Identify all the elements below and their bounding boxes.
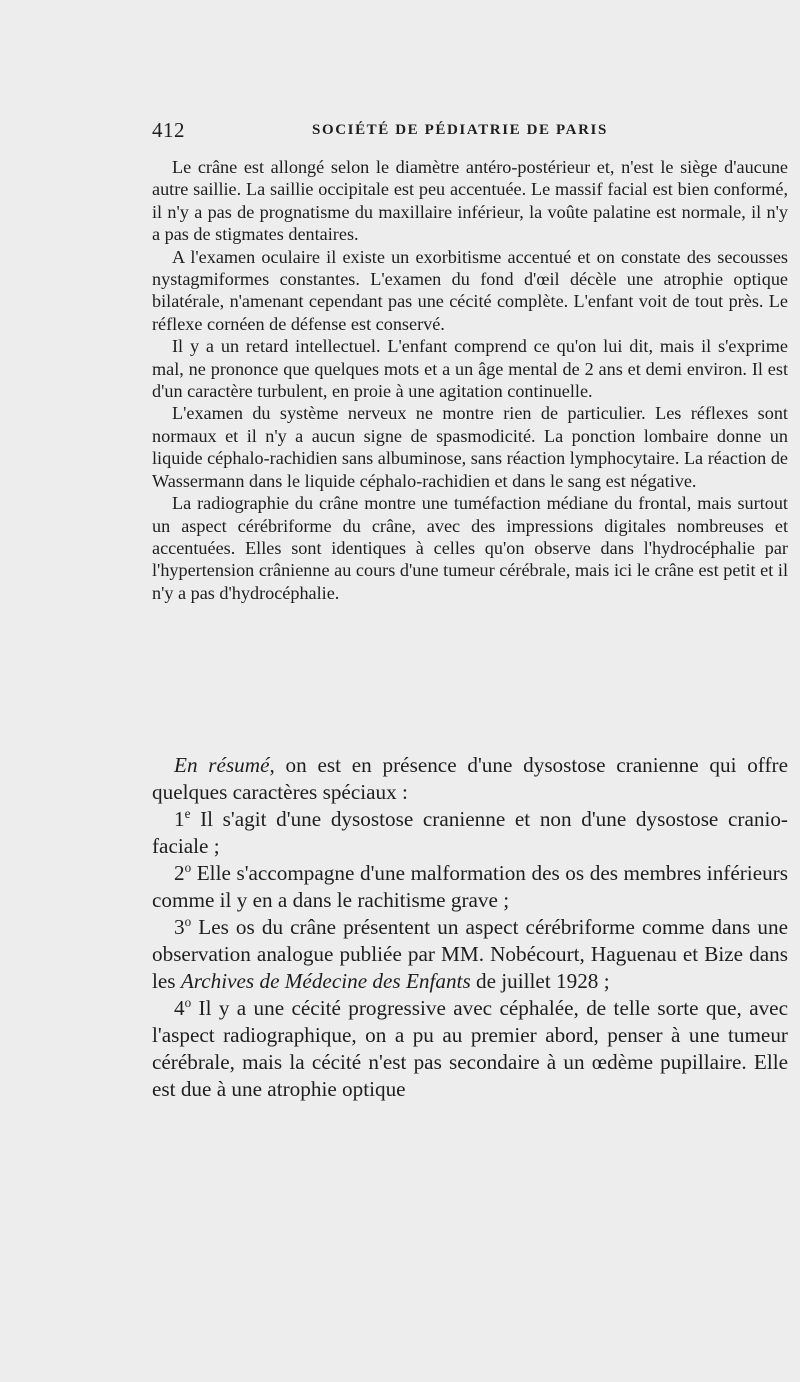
page-header [152,118,788,146]
paragraph-radiography: La radiographie du crâne montre une tuméfaction médiane du frontal, mais surtout un aspect cérébriforme du crâne, avec des impressions digitales nombreuses et accentuées. Elles sont identiques à celles qu'on observe dans l'hydrocéphalie par l'hypertension crânienne au cours d'une tumeur cérébrale, mais ici le crâne est petit et il n'y a pas d'hydrocéphalie. [152,493,788,603]
summary-item-1: 1e Il s'agit d'une dysostose cranienne et non d'une dysostose cranio-faciale ; [152,805,788,858]
paragraph-skull: Le crâne est allongé selon le diamètre antéro-postérieur et, n'est le siège d'aucune autre saillie. La saillie occipitale est peu accentuée. Le massif facial est bien conformé, il n'y a pas de prognatisme du maxillaire inférieur, la voûte palatine est normale, il n'y a pas de stigmates dentaires. [152,157,788,245]
paragraph-nervous-system: L'examen du système nerveux ne montre rien de particulier. Les réflexes sont normaux et il n'y a aucun signe de spasmodicité. La ponction lombaire donne un liquide céphalo-rachidien sans albuminose, sans réaction lymphocytaire. La réaction de Wassermann dans le liquide céphalo-rachidien et dans le sang est négative. [152,403,788,491]
summary-item-4: 4$^o$ Il y a une cécité progressive avec céphalée, de telle sorte que, avec l'aspect radiographique, on a pu au premier abord, penser à une tumeur cérébrale, mais la cécité n'est pas secondaire à un œdème pupillaire. Elle est due à une atrophie optique [152,994,788,1101]
summary-intro: En résumé, on est en présence d'une dysostose cranienne qui offre quelques caractères spéciaux : [152,753,788,804]
paragraph-intellect: Il y a un retard intellectuel. L'enfant comprend ce qu'on lui dit, mais il s'exprime mal, ne prononce que quelques mots et a un âge mental de 2 ans et demi environ. Il est d'un caractère turbulent, en proie à une agitation continuelle. [152,336,788,402]
paragraph-ocular-exam: A l'examen oculaire il existe un exorbitisme accentué et on constate des secousses nystagmiformes constantes. L'examen du fond d'œil décèle une atrophie optique bilatérale, n'amenant cependant pas une cécité complète. L'enfant voit de tout près. Le réflexe cornéen de défense est conservé. [152,246,788,334]
page-number: 412 [152,118,185,142]
running-title: SOCIÉTÉ DE PÉDIATRIE DE PARIS [312,122,608,138]
summary-item-2: 2$^o$ Elle s'accompagne d'une malformation des os des membres inférieurs comme il y en a dans le rachitisme grave ; [152,859,788,912]
summary-item-3: 3$^o$ Les os du crâne présentent un aspect cérébriforme comme dans une observation analogue publiée par MM. Nobécourt, Haguenau et Bize dans les Archives de Médecine des Enfants de juillet 1928 ; [152,913,788,993]
case-description [152,156,788,604]
summary-lead: En résumé [174,753,270,777]
journal-title: Archives de Médecine des Enfants [180,969,471,993]
summary-section [152,752,788,1103]
